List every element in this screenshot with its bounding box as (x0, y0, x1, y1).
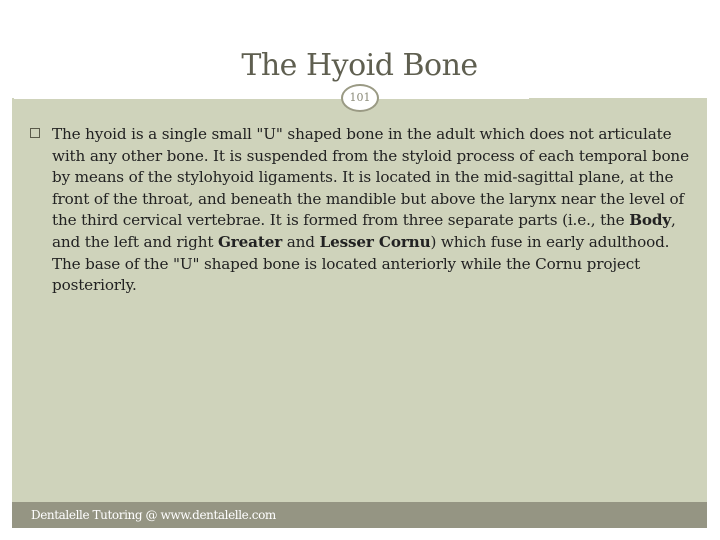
title-divider (14, 98, 529, 99)
footer-bar (12, 502, 707, 528)
bold-term-body: Body (629, 211, 672, 230)
text-segment: and (282, 232, 320, 251)
text-segment: ) which fuse in early adulthood. The base of the "U" shaped bone is located anteriorly while the Cornu project posteriorly. (52, 232, 670, 295)
text-segment: , and the left and right (52, 211, 676, 251)
slide-title: The Hyoid Bone (241, 48, 478, 83)
checkbox-bullet-icon (30, 128, 40, 138)
bullet-item (30, 124, 690, 297)
bullet-text (52, 124, 692, 297)
footer-text: Dentalelle Tutoring @ www.dentalelle.com (31, 508, 276, 522)
bold-term-lesser-cornu: Lesser Cornu (319, 232, 431, 251)
page-number-badge: 101 (341, 84, 379, 112)
bold-term-greater: Greater (217, 232, 283, 251)
text-segment: The hyoid is a single small "U" shaped bone in the adult which does not articulate with any other bone. It is suspended from the styloid process of each temporal bone by means of the stylohyoid ligaments. It is located in the mid-sagittal plane, at the front of the throat, and beneath the mandible but above the larynx near the level of the third cervical vertebrae. It is formed from three separate parts (i.e., the (52, 125, 689, 230)
